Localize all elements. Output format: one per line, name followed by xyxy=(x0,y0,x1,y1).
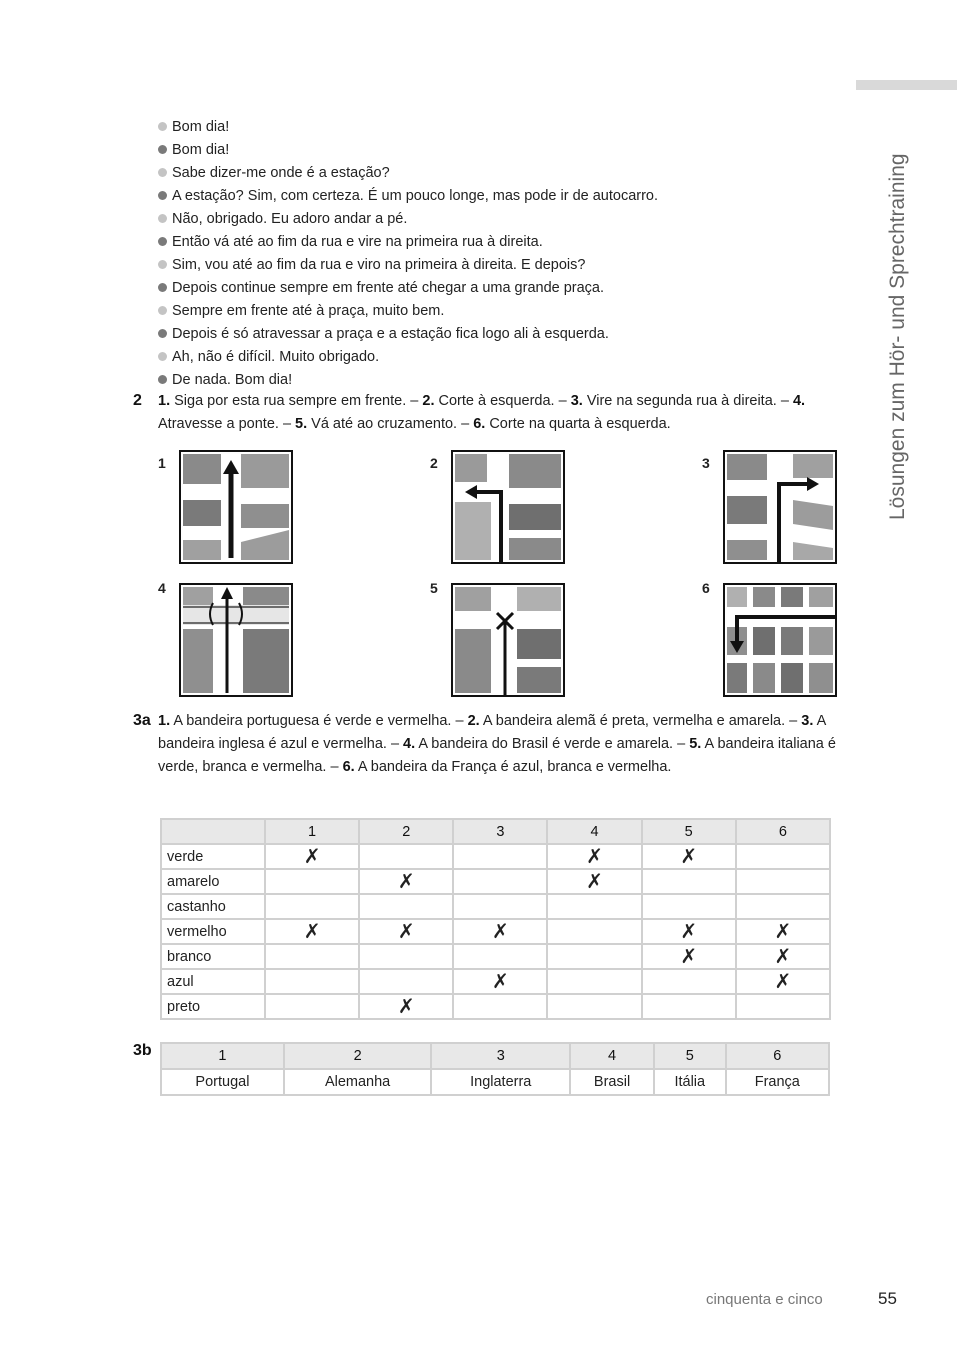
country-cell: Portugal xyxy=(161,1069,284,1095)
empty-cell xyxy=(642,994,736,1019)
speaker-dot-icon xyxy=(158,375,167,384)
column-header: 5 xyxy=(654,1043,726,1069)
dialog-line xyxy=(158,323,838,346)
map-label-1: 1 xyxy=(158,455,166,471)
map-label-2: 2 xyxy=(430,455,438,471)
speaker-dot-icon xyxy=(158,283,167,292)
item-text: Corte na quarta à esquerda. xyxy=(489,416,671,432)
color-label: preto xyxy=(161,994,265,1019)
item-text: Atravesse a ponte. xyxy=(158,416,279,432)
item-text: A bandeira alemã é preta, vermelha e amarela. xyxy=(482,713,786,729)
dialog-line-text: Ah, não é difícil. Muito obrigado. xyxy=(172,349,380,365)
table-row xyxy=(161,869,830,894)
side-section-title: Lösungen zum Hör- und Sprechtraining xyxy=(886,153,909,520)
map-label-6: 6 xyxy=(702,580,710,596)
empty-cell xyxy=(642,969,736,994)
dialog-line xyxy=(158,346,838,369)
empty-cell xyxy=(642,869,736,894)
table-row xyxy=(161,969,830,994)
item-number: 4. xyxy=(792,393,806,409)
country-cell: Inglaterra xyxy=(431,1069,570,1095)
cross-mark: ✗ xyxy=(736,944,830,969)
cross-mark: ✗ xyxy=(359,994,453,1019)
item-separator: – xyxy=(278,416,296,432)
dialog-line xyxy=(158,116,838,139)
speaker-dot-icon xyxy=(158,260,167,269)
cross-mark: ✗ xyxy=(736,919,830,944)
empty-cell xyxy=(642,894,736,919)
empty-cell xyxy=(453,944,547,969)
item-separator: – xyxy=(673,736,690,752)
empty-cell xyxy=(453,869,547,894)
street-map-1 xyxy=(179,450,293,564)
table-row xyxy=(161,1069,829,1095)
item-separator: – xyxy=(554,393,571,409)
country-cell: Itália xyxy=(654,1069,726,1095)
item-text: Vire na segunda rua à direita. xyxy=(586,393,777,409)
empty-cell xyxy=(736,844,830,869)
dialog-line-text: Depois é só atravessar a praça e a estação fica logo ali à esquerda. xyxy=(172,326,609,342)
column-header: 3 xyxy=(453,819,547,844)
column-header: 6 xyxy=(736,819,830,844)
speaker-dot-icon xyxy=(158,191,167,200)
side-tab-bar xyxy=(856,80,957,90)
speaker-dot-icon xyxy=(158,237,167,246)
empty-cell xyxy=(547,894,641,919)
empty-cell xyxy=(359,969,453,994)
dialog-line-text: De nada. Bom dia! xyxy=(172,372,293,388)
column-header: 2 xyxy=(284,1043,432,1069)
item-separator: – xyxy=(451,713,468,729)
dialog-line xyxy=(158,208,838,231)
item-text: Vá até ao cruzamento. xyxy=(311,416,458,432)
table-row xyxy=(161,844,830,869)
empty-cell xyxy=(736,894,830,919)
color-label: amarelo xyxy=(161,869,265,894)
item-separator: – xyxy=(406,393,423,409)
exercise-3a-number: 3a xyxy=(133,712,151,729)
speaker-dot-icon xyxy=(158,214,167,223)
dialog-line-text: Sabe dizer-me onde é a estação? xyxy=(172,165,390,181)
column-header: 2 xyxy=(359,819,453,844)
empty-cell xyxy=(453,894,547,919)
empty-cell xyxy=(359,844,453,869)
dialog-line-text: Não, obrigado. Eu adoro andar a pé. xyxy=(172,211,408,227)
item-separator: – xyxy=(776,393,793,409)
table-corner xyxy=(161,819,265,844)
dialog-line xyxy=(158,254,838,277)
empty-cell xyxy=(359,944,453,969)
item-number: 1. xyxy=(158,393,171,409)
exercise-3a-text xyxy=(158,710,838,779)
map-label-4: 4 xyxy=(158,580,166,596)
table-row xyxy=(161,994,830,1019)
dialog-line-text: Bom dia! xyxy=(172,119,230,135)
dialog-line-text: Sim, vou até ao fim da rua e viro na primeira à direita. E depois? xyxy=(172,257,586,273)
empty-cell xyxy=(453,844,547,869)
cross-mark: ✗ xyxy=(642,919,736,944)
empty-cell xyxy=(265,869,359,894)
dialog-line xyxy=(158,185,838,208)
empty-cell xyxy=(453,994,547,1019)
dialog-line xyxy=(158,139,838,162)
empty-cell xyxy=(547,919,641,944)
color-label: azul xyxy=(161,969,265,994)
dialog-line xyxy=(158,369,838,392)
dialog-block xyxy=(158,116,838,392)
item-text: Corte à esquerda. xyxy=(438,393,555,409)
color-label: castanho xyxy=(161,894,265,919)
dialog-line xyxy=(158,277,838,300)
empty-cell xyxy=(547,969,641,994)
table-row xyxy=(161,944,830,969)
table-row xyxy=(161,919,830,944)
column-header: 5 xyxy=(642,819,736,844)
dialog-line-text: Bom dia! xyxy=(172,142,230,158)
column-header: 4 xyxy=(570,1043,654,1069)
speaker-dot-icon xyxy=(158,145,167,154)
item-text: A bandeira portuguesa é verde e vermelha. xyxy=(173,713,452,729)
item-text: A bandeira italiana é verde, branca e vermelha. xyxy=(158,736,836,775)
street-map-2 xyxy=(451,450,565,564)
cross-mark: ✗ xyxy=(359,869,453,894)
dialog-line-text: Então vá até ao fim da rua e vire na primeira rua à direita. xyxy=(172,234,543,250)
item-text: A bandeira da França é azul, branca e vermelha. xyxy=(357,759,672,775)
cross-mark: ✗ xyxy=(547,844,641,869)
empty-cell xyxy=(547,994,641,1019)
empty-cell xyxy=(265,944,359,969)
empty-cell xyxy=(736,994,830,1019)
dialog-line-text: A estação? Sim, com certeza. É um pouco longe, mas pode ir de autocarro. xyxy=(172,188,659,204)
cross-mark: ✗ xyxy=(547,869,641,894)
item-separator: – xyxy=(457,416,474,432)
country-cell: Alemanha xyxy=(284,1069,432,1095)
map-label-5: 5 xyxy=(430,580,438,596)
country-cell: Brasil xyxy=(570,1069,654,1095)
item-number: 2. xyxy=(467,713,480,729)
dialog-line xyxy=(158,300,838,323)
map-label-3: 3 xyxy=(702,455,710,471)
item-text: A bandeira do Brasil é verde e amarela. xyxy=(418,736,674,752)
cross-mark: ✗ xyxy=(453,919,547,944)
item-separator: – xyxy=(386,736,404,752)
page-number-words: cinquenta e cinco xyxy=(706,1291,823,1308)
empty-cell xyxy=(265,969,359,994)
cross-mark: ✗ xyxy=(265,844,359,869)
exercise-2-number: 2 xyxy=(133,392,142,409)
speaker-dot-icon xyxy=(158,122,167,131)
column-header: 6 xyxy=(726,1043,829,1069)
item-text: Siga por esta rua sempre em frente. xyxy=(174,393,407,409)
street-map-3 xyxy=(723,450,837,564)
color-label: branco xyxy=(161,944,265,969)
dialog-line-text: Depois continue sempre em frente até chegar a uma grande praça. xyxy=(172,280,605,296)
item-number: 1. xyxy=(158,713,171,729)
column-header: 3 xyxy=(431,1043,570,1069)
item-number: 5. xyxy=(295,416,308,432)
table-row xyxy=(161,894,830,919)
empty-cell xyxy=(547,944,641,969)
speaker-dot-icon xyxy=(158,329,167,338)
country-table xyxy=(160,1042,830,1096)
item-separator: – xyxy=(785,713,802,729)
item-number: 6. xyxy=(342,759,355,775)
column-header: 4 xyxy=(547,819,641,844)
dialog-line xyxy=(158,231,838,254)
item-text: A bandeira inglesa é azul e vermelha. xyxy=(158,713,826,752)
item-number: 5. xyxy=(689,736,702,752)
empty-cell xyxy=(265,994,359,1019)
empty-cell xyxy=(359,894,453,919)
exercise-3b-number: 3b xyxy=(133,1042,152,1059)
item-number: 4. xyxy=(403,736,416,752)
speaker-dot-icon xyxy=(158,306,167,315)
item-separator: – xyxy=(326,759,343,775)
color-label: vermelho xyxy=(161,919,265,944)
item-number: 6. xyxy=(473,416,486,432)
color-table xyxy=(160,818,831,1020)
dialog-line-text: Sempre em frente até à praça, muito bem. xyxy=(172,303,445,319)
exercise-2-text xyxy=(158,390,838,436)
color-label: verde xyxy=(161,844,265,869)
column-header: 1 xyxy=(265,819,359,844)
cross-mark: ✗ xyxy=(642,844,736,869)
column-header: 1 xyxy=(161,1043,284,1069)
empty-cell xyxy=(736,869,830,894)
cross-mark: ✗ xyxy=(642,944,736,969)
speaker-dot-icon xyxy=(158,168,167,177)
cross-mark: ✗ xyxy=(736,969,830,994)
cross-mark: ✗ xyxy=(265,919,359,944)
speaker-dot-icon xyxy=(158,352,167,361)
dialog-line xyxy=(158,162,838,185)
country-cell: França xyxy=(726,1069,829,1095)
page-number: 55 xyxy=(878,1289,897,1308)
empty-cell xyxy=(265,894,359,919)
cross-mark: ✗ xyxy=(359,919,453,944)
cross-mark: ✗ xyxy=(453,969,547,994)
street-map-4 xyxy=(179,583,293,697)
item-number: 2. xyxy=(422,393,435,409)
item-number: 3. xyxy=(570,393,583,409)
item-number: 3. xyxy=(801,713,814,729)
street-map-5 xyxy=(451,583,565,697)
street-map-6 xyxy=(723,583,837,697)
